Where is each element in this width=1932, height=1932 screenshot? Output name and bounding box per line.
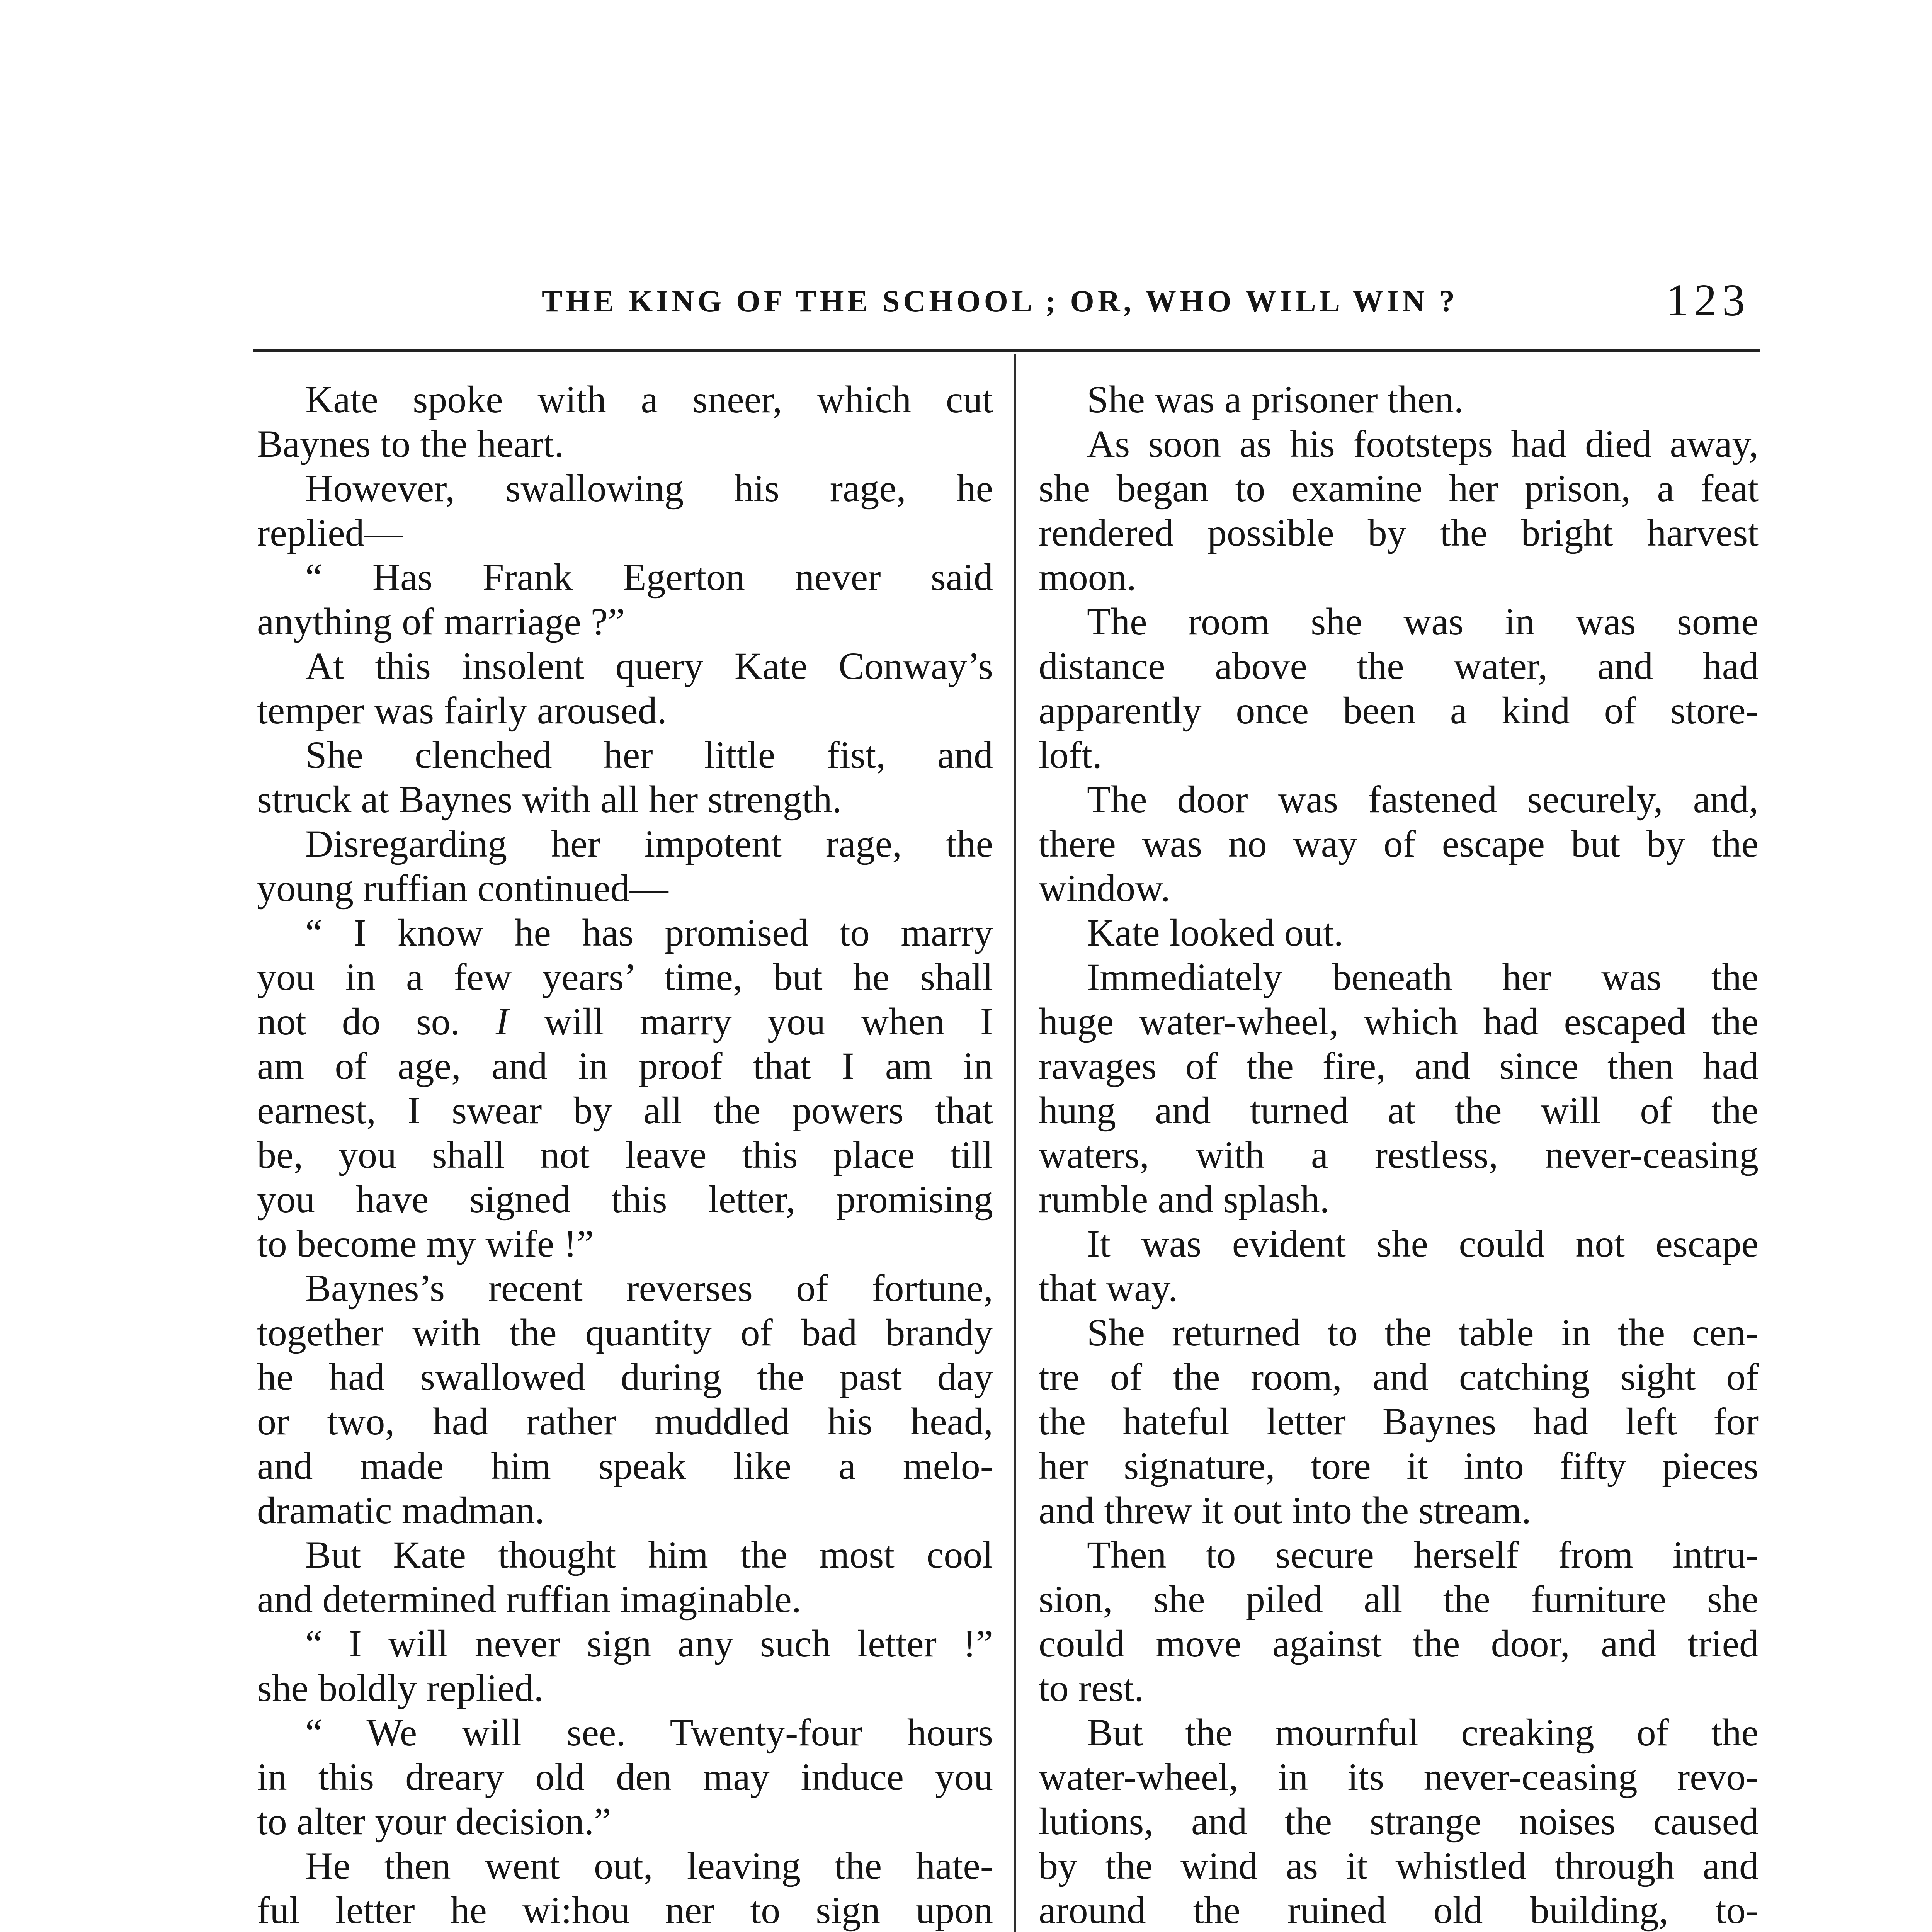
text-line: She clenched her little fist, and [305,733,993,776]
text-line: water-wheel, in its never-ceasing revo- [1039,1755,1759,1798]
text-line: to alter your decision.” [257,1800,611,1843]
paragraph [1039,1532,1759,1710]
text-line: you in a few years’ time, but he shall [257,956,993,998]
text-line: or two, had rather muddled his head, [257,1400,993,1443]
text-line: He then went out, leaving the hate- [305,1844,993,1887]
text-line: around the ruined old building, to- [1039,1889,1759,1932]
paragraph [257,1266,993,1532]
text-line: distance above the water, and had [1039,645,1759,687]
text-line: ravages of the fire, and since then had [1039,1044,1759,1087]
paragraph [257,1710,993,1844]
text-line: Kate looked out. [1087,911,1344,954]
text-line: you have signed this letter, promising [257,1178,993,1221]
text-line: But the mournful creaking of the [1087,1711,1759,1754]
paragraph [257,821,993,910]
paragraph [257,1844,993,1932]
text-segment: not do so. [257,1000,496,1043]
text-line: the hateful letter Baynes had left for [1039,1400,1759,1443]
text-line: tre of the room, and catching sight of [1039,1355,1759,1398]
text-line: by the wind as it whistled through and [1039,1844,1759,1887]
right-text-column [1039,377,1759,1932]
text-line [257,999,993,1044]
text-line: She was a prisoner then. [1087,378,1464,421]
text-line: rendered possible by the bright harvest [1039,511,1759,554]
text-line: It was evident she could not escape [1087,1222,1759,1265]
text-line: The room she was in was some [1087,600,1759,643]
text-line: be, you shall not leave this place till [257,1133,993,1176]
text-line: sion, she piled all the furniture she [1039,1578,1759,1621]
paragraph [1039,1310,1759,1532]
paragraph [1039,777,1759,910]
text-line: loft. [1039,733,1102,776]
text-line: At this insolent query Kate Conway’s [305,645,993,687]
text-line: she boldly replied. [257,1667,544,1709]
paragraph [1039,377,1759,422]
paragraph [257,555,993,644]
text-line: her signature, tore it into fifty pieces [1039,1444,1759,1487]
text-line: earnest, I swear by all the powers that [257,1089,993,1132]
text-line: he had swallowed during the past day [257,1355,993,1398]
text-line: Immediately beneath her was the [1087,956,1759,998]
text-line: Disregarding her impotent rage, the [305,822,993,865]
italic-emphasis: I [495,1000,509,1043]
paragraph [257,644,993,733]
text-line: she began to examine her prison, a feat [1039,467,1759,510]
page-number: 123 [1666,275,1750,325]
paragraph [257,466,993,555]
text-line: and determined ruffian imaginable. [257,1578,801,1621]
text-line: apparently once been a kind of store- [1039,689,1759,732]
text-line: there was no way of escape but by the [1039,822,1759,865]
paragraph [257,1532,993,1621]
text-line: temper was fairly aroused. [257,689,667,732]
text-line: “ We will see. Twenty-four hours [305,1711,993,1754]
text-line: dramatic madman. [257,1489,545,1532]
text-line: Then to secure herself from intru- [1087,1533,1759,1576]
paragraph [257,377,993,466]
paragraph [257,910,993,1266]
header-rule [253,349,1760,352]
text-line: “ I will never sign any such letter !” [305,1622,993,1665]
column-divider [1014,354,1016,1932]
running-title: THE KING OF THE SCHOOL ; OR, WHO WILL WIN ? [542,284,1458,318]
text-line: Baynes’s recent reverses of fortune, [305,1267,993,1310]
text-line: am of age, and in proof that I am in [257,1044,993,1087]
text-line: “ I know he has promised to marry [305,911,993,954]
text-line: As soon as his footsteps had died away, [1087,422,1759,465]
paragraph [1039,955,1759,1221]
text-line: could move against the door, and tried [1039,1622,1759,1665]
text-line: replied— [257,511,403,554]
text-line: together with the quantity of bad brandy [257,1311,993,1354]
text-line: “ Has Frank Egerton never said [305,556,993,599]
text-line: moon. [1039,556,1136,599]
paragraph [1039,599,1759,777]
text-line: that way. [1039,1267,1178,1310]
text-line: waters, with a restless, never-ceasing [1039,1133,1759,1176]
text-line: However, swallowing his rage, he [305,467,993,510]
paragraph [1039,910,1759,955]
paragraph [1039,1221,1759,1310]
text-segment: will marry you when I [508,1000,993,1043]
text-line: Baynes to the heart. [257,422,564,465]
text-line: to become my wife !” [257,1222,594,1265]
text-line: young ruffian continued— [257,867,668,910]
text-line: anything of marriage ?” [257,600,625,643]
left-text-column [257,377,993,1932]
text-line: Kate spoke with a sneer, which cut [305,378,993,421]
text-line: and made him speak like a melo- [257,1444,993,1487]
text-line: in this dreary old den may induce you [257,1755,993,1798]
text-line: ful letter he wi:hou ner to sign upon [257,1889,993,1932]
paragraph [1039,422,1759,599]
paragraph [257,733,993,821]
text-line: But Kate thought him the most cool [305,1533,993,1576]
text-line: and threw it out into the stream. [1039,1489,1531,1532]
paragraph [1039,1710,1759,1932]
text-line: rumble and splash. [1039,1178,1330,1221]
text-line: to rest. [1039,1667,1144,1709]
text-line: She returned to the table in the cen- [1087,1311,1759,1354]
text-line: hung and turned at the will of the [1039,1089,1759,1132]
text-line: lutions, and the strange noises caused [1039,1800,1759,1843]
text-line: The door was fastened securely, and, [1087,778,1759,821]
text-line: huge water-wheel, which had escaped the [1039,1000,1759,1043]
paragraph [257,1621,993,1710]
text-line: window. [1039,867,1170,910]
text-line: struck at Baynes with all her strength. [257,778,842,821]
